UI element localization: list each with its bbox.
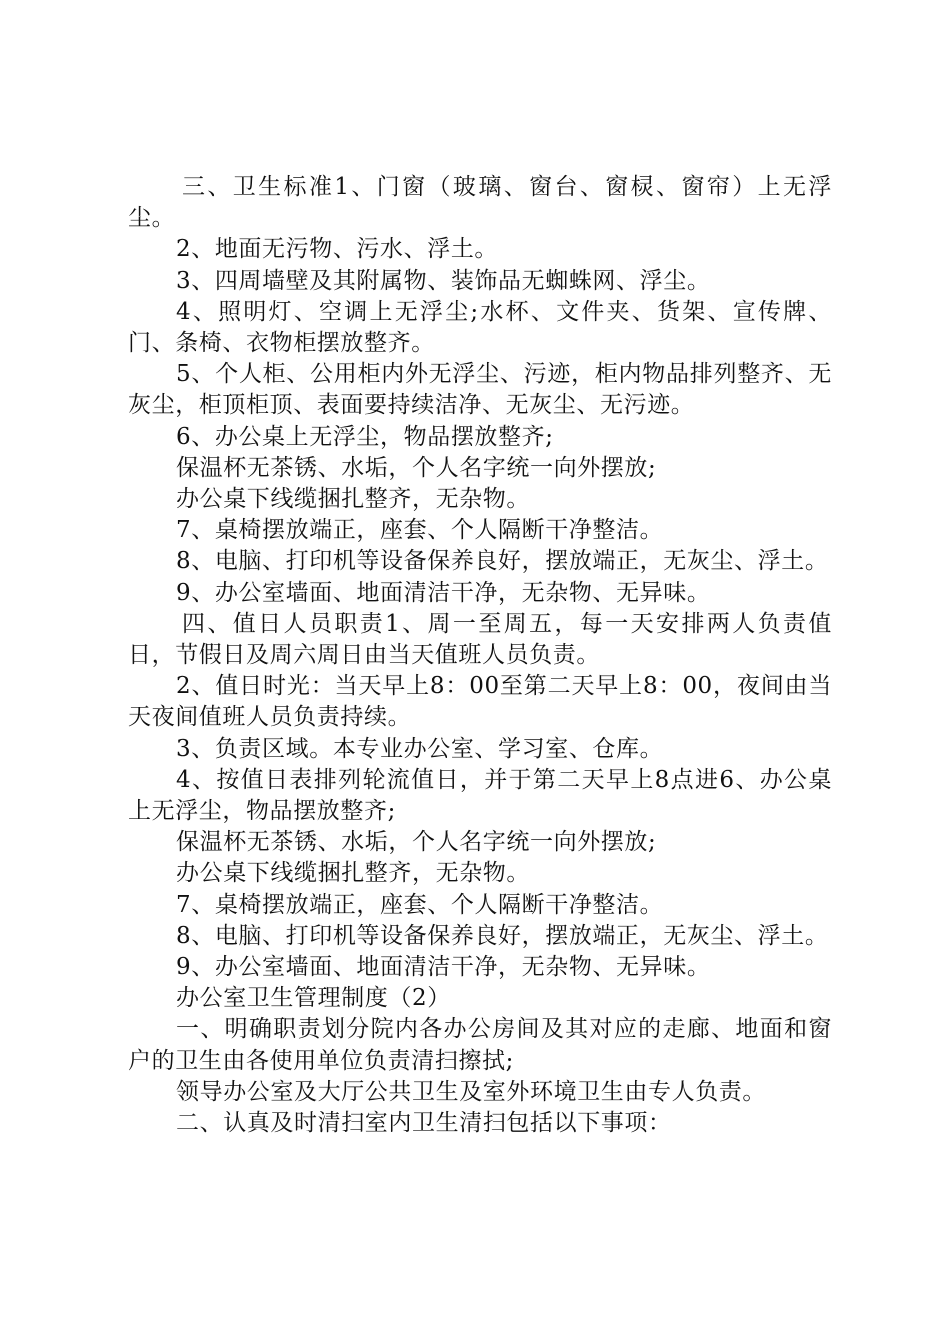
paragraph: 7、桌椅摆放端正，座套、个人隔断干净整洁。 <box>176 517 664 544</box>
paragraph: 9、办公室墙面、地面清洁干净，无杂物、无异味。 <box>176 579 711 606</box>
paragraph: 保温杯无茶锈、水垢，个人名字统一向外摆放; <box>176 829 657 856</box>
paragraph: 3、四周墙壁及其附属物、装饰品无蜘蛛网、浮尘。 <box>176 267 711 294</box>
paragraph: 四、值日人员职责1、周一至周五，每一天安排两人负责值日，节假日及周六周日由当天值班人员负责。 <box>128 610 832 669</box>
paragraph: 9、办公室墙面、地面清洁干净，无杂物、无异味。 <box>176 954 711 981</box>
paragraph: 三、卫生标准1、门窗（玻璃、窗台、窗棂、窗帘）上无浮尘。 <box>128 174 832 232</box>
paragraph: 4、按值日表排列轮流值日，并于第二天早上8点进6、办公桌上无浮尘，物品摆放整齐; <box>128 766 832 825</box>
paragraph: 8、电脑、打印机等设备保养良好，摆放端正，无灰尘、浮土。 <box>176 922 829 949</box>
paragraph: 4、照明灯、空调上无浮尘;水杯、文件夹、货架、宣传牌、门、条椅、衣物柜摆放整齐。 <box>128 298 832 357</box>
paragraph: 办公桌下线缆捆扎整齐，无杂物。 <box>176 860 530 887</box>
paragraph: 领导办公室及大厅公共卫生及室外环境卫生由专人负责。 <box>176 1078 766 1105</box>
paragraph: 保温杯无茶锈、水垢，个人名字统一向外摆放; <box>176 454 657 481</box>
paragraph: 2、地面无污物、污水、浮土。 <box>176 236 499 263</box>
paragraph: 3、负责区域。本专业办公室、学习室、仓库。 <box>176 735 664 762</box>
paragraph: 办公桌下线缆捆扎整齐，无杂物。 <box>176 486 530 513</box>
paragraph: 7、桌椅摆放端正，座套、个人隔断干净整洁。 <box>176 891 664 918</box>
paragraph: 8、电脑、打印机等设备保养良好，摆放端正，无灰尘、浮土。 <box>176 548 829 575</box>
section-title: 办公室卫生管理制度（2） <box>176 985 451 1012</box>
paragraph: 一、明确职责划分院内各办公房间及其对应的走廊、地面和窗户的卫生由各使用单位负责清扫擦拭; <box>128 1016 832 1074</box>
paragraph: 2、值日时光：当天早上8：00至第二天早上8：00，夜间由当天夜间值班人员负责持续。 <box>128 673 832 731</box>
paragraph: 二、认真及时清扫室内卫生清扫包括以下事项： <box>176 1110 672 1137</box>
document-body <box>128 172 832 1139</box>
paragraph: 5、个人柜、公用柜内外无浮尘、污迹，柜内物品排列整齐、无灰尘，柜顶柜顶、表面要持续洁净、无灰尘、无污迹。 <box>128 361 832 419</box>
paragraph: 6、办公桌上无浮尘，物品摆放整齐; <box>176 423 554 450</box>
